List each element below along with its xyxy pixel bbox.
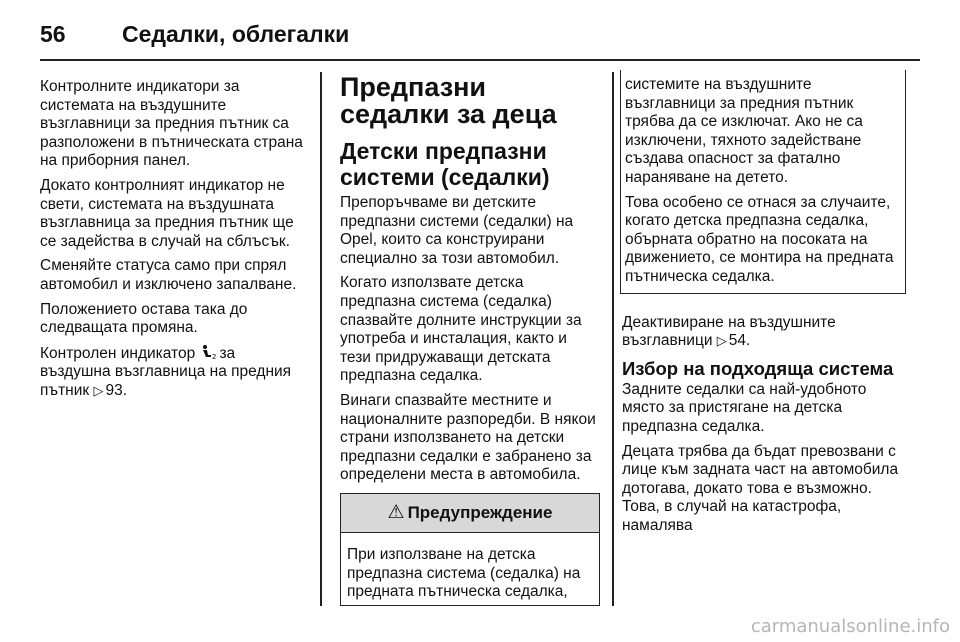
paragraph: Препоръчваме ви детските предпазни системи (седалки) на Opel, които са конструирани специално за този автомобил.: [340, 194, 574, 267]
column-2: [340, 74, 602, 606]
paragraph-text: Деактивиране на въздушните възглавници: [622, 313, 836, 350]
warning-title: Предупреждение: [407, 502, 553, 522]
paragraph: Положението остава така до следващата промяна.: [40, 300, 248, 337]
warning-triangle-icon: ⚠: [387, 501, 405, 523]
paragraph: Винаги спазвайте местните и националните разпоредби. В някои страни използването на детски предпазни седалки е забранено за определени места в автомобила.: [340, 391, 596, 484]
paragraph: [40, 344, 308, 401]
paragraph: Докато контролният индикатор не свети, системата на въздушната възглавница за предния пътник ще се задейства в случай на сблъсък.: [40, 176, 294, 250]
airbag-indicator-icon: [200, 345, 220, 361]
paragraph: Децата трябва да бъдат превозвани с лице към задната част на автомобила дотогава, докато това е възможно. Това, в случай на катастрофа, намалява: [622, 442, 899, 534]
column-divider-2: [612, 72, 614, 606]
column-divider-1: [320, 72, 322, 606]
paragraph: системите на въздушните възглавници за предния пътник трябва да се изключат. Ако не са изключени, тяхното задействане създава опасност за фатално нараняване на детето.: [625, 76, 863, 186]
paragraph: Задните седалки са най-удобното място за пристягане на детска предпазна седалка.: [622, 380, 867, 435]
watermark: carmanualsonline.info: [750, 616, 950, 637]
paragraph-text: Контролен индикатор: [40, 344, 196, 362]
paragraph: Сменяйте статуса само при спрял автомобил и изключено запалване.: [40, 257, 297, 293]
warning-body: При използване на детска предпазна система (седалка) на предната пътническа седалка,: [347, 545, 581, 601]
page-title: Седалки, облегалки: [122, 20, 350, 47]
paragraph: [622, 314, 904, 351]
page-reference[interactable]: ▷ 54.: [716, 332, 751, 350]
page-header: [40, 14, 349, 54]
page-reference-icon: ▷: [716, 333, 727, 349]
section-heading: Предпазни седалки за деца: [340, 72, 557, 129]
svg-text:2: 2: [211, 352, 217, 361]
warning-box-continued: [620, 70, 906, 294]
paragraph: Това особено се отнася за случаите, когато детска предпазна седалка, обърната обратно на посоката на движението, се монтира на предната пътническа седалка.: [625, 193, 894, 285]
page-reference-icon: ▷: [93, 382, 104, 398]
subsection-heading: Избор на подходяща система: [622, 357, 894, 379]
paragraph: Контролните индикатори за системата на въздушните възглавници за предния пътник са разположени в пътническата страна на приборния панел.: [40, 78, 303, 170]
page-number: 56: [40, 20, 66, 47]
header-divider: [40, 59, 920, 61]
paragraph-text: за въздушна възглавница на предния пътник: [40, 344, 292, 399]
paragraph: Когато използвате детска предпазна система (седалка) спазвайте долните инструкции за употреба и инсталация, както и тези придружаващи детската предпазна седалка.: [340, 274, 582, 385]
subsection-heading: Детски предпазни системи (седалки): [340, 138, 550, 190]
column-3: [622, 70, 904, 541]
column-1: [40, 78, 308, 407]
warning-header: [341, 494, 599, 533]
warning-box: [340, 493, 600, 606]
page-reference[interactable]: ▷ 93.: [93, 381, 128, 399]
